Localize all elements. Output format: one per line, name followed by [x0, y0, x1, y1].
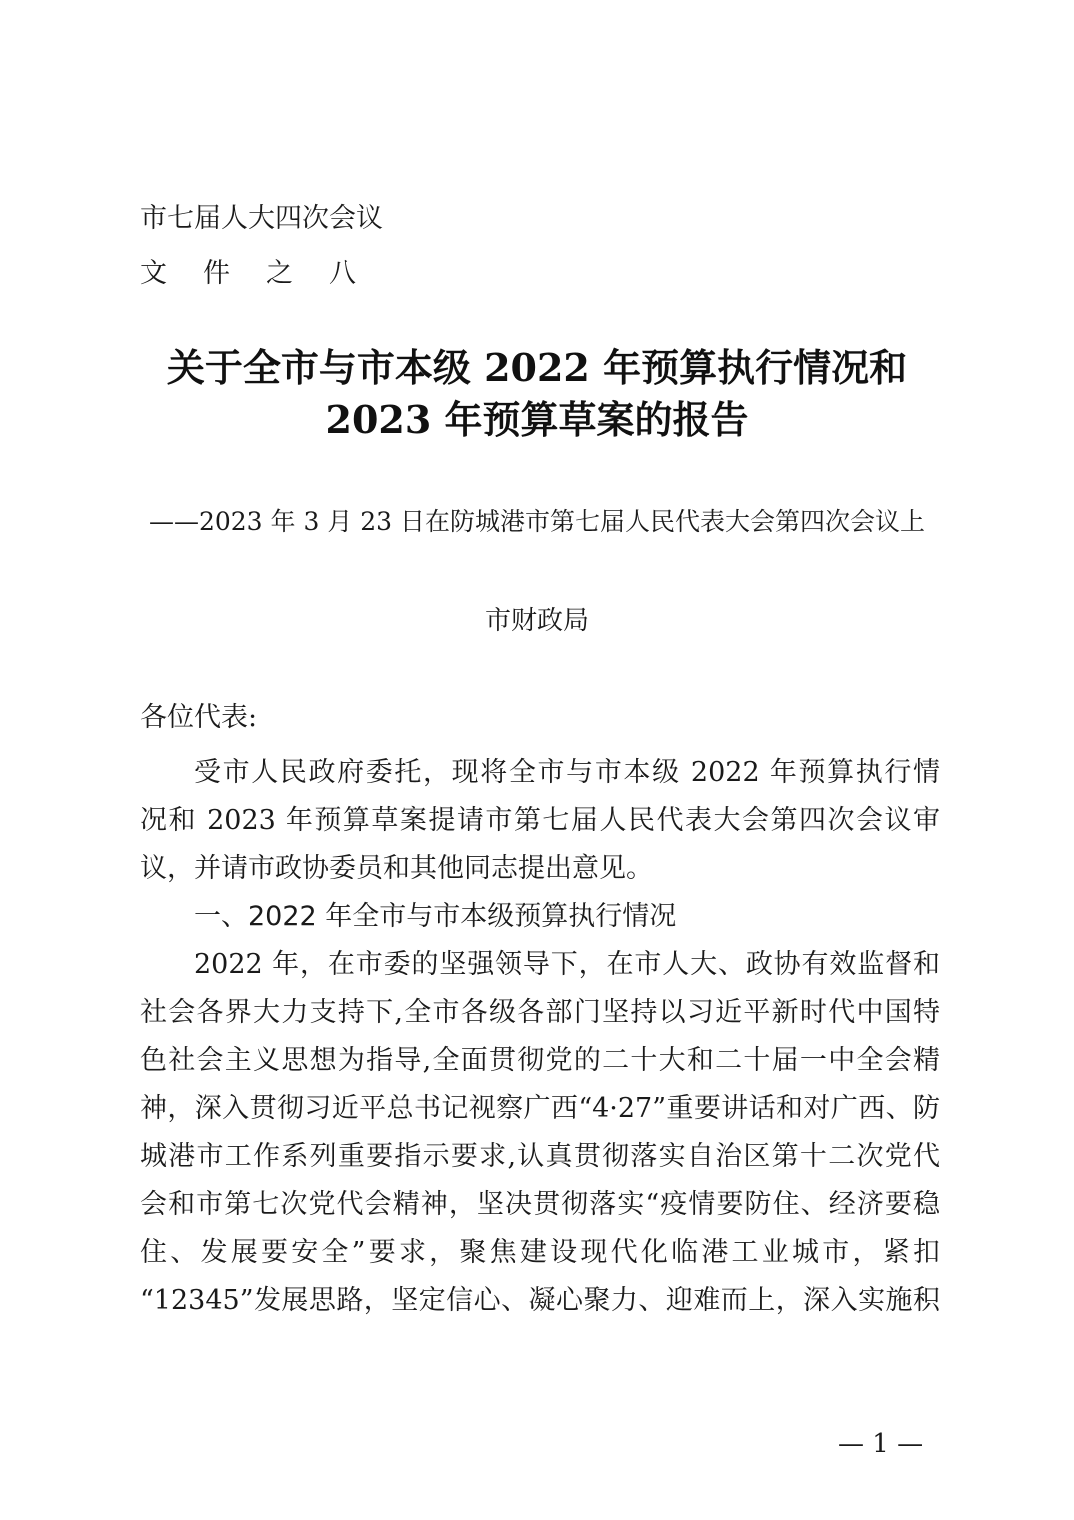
paragraph-line-2: 社会各界大力支持下,全市各级各部门坚持以习近平新时代中国特: [140, 997, 940, 1028]
intro-line-2: 况和 2023 年预算草案提请市第七届人民代表大会第四次会议审: [140, 805, 940, 836]
salutation: 各位代表:: [140, 702, 258, 733]
meeting-label: 市七届人大四次会议: [140, 203, 383, 234]
paragraph-line-1: 2022 年，在市委的坚强领导下，在市人大、政协有效监督和: [194, 949, 940, 980]
paragraph-line-8: “12345”发展思路，坚定信心、凝心聚力、迎难而上，深入实施积: [140, 1285, 940, 1316]
paragraph-line-6: 会和市第七次党代会精神，坚决贯彻落实“疫情要防住、经济要稳: [140, 1189, 940, 1220]
report-subtitle: ——2023 年 3 月 23 日在防城港市第七届人民代表大会第四次会议上: [148, 507, 926, 536]
paragraph-line-7: 住、发展要安全”要求，聚焦建设现代化临港工业城市，紧扣: [140, 1237, 940, 1268]
report-author: 市财政局: [484, 606, 589, 636]
page-number: — 1 —: [838, 1429, 924, 1459]
section-heading-1: 一、2022 年全市与市本级预算执行情况: [194, 901, 677, 932]
intro-line-1: 受市人民政府委托，现将全市与市本级 2022 年预算执行情: [194, 757, 940, 788]
intro-line-3: 议，并请市政协委员和其他同志提出意见。: [140, 853, 653, 884]
paragraph-line-4: 神，深入贯彻习近平总书记视察广西“4·27”重要讲话和对广西、防: [140, 1093, 940, 1124]
paragraph-line-3: 色社会主义思想为指导,全面贯彻党的二十大和二十届一中全会精: [140, 1045, 940, 1076]
report-title-line-1: 关于全市与市本级 2022 年预算执行情况和: [166, 345, 908, 390]
document-number: 文件之八: [140, 258, 392, 289]
report-title-line-2: 2023 年预算草案的报告: [325, 397, 749, 442]
paragraph-line-5: 城港市工作系列重要指示要求,认真贯彻落实自治区第十二次党代: [140, 1141, 940, 1172]
